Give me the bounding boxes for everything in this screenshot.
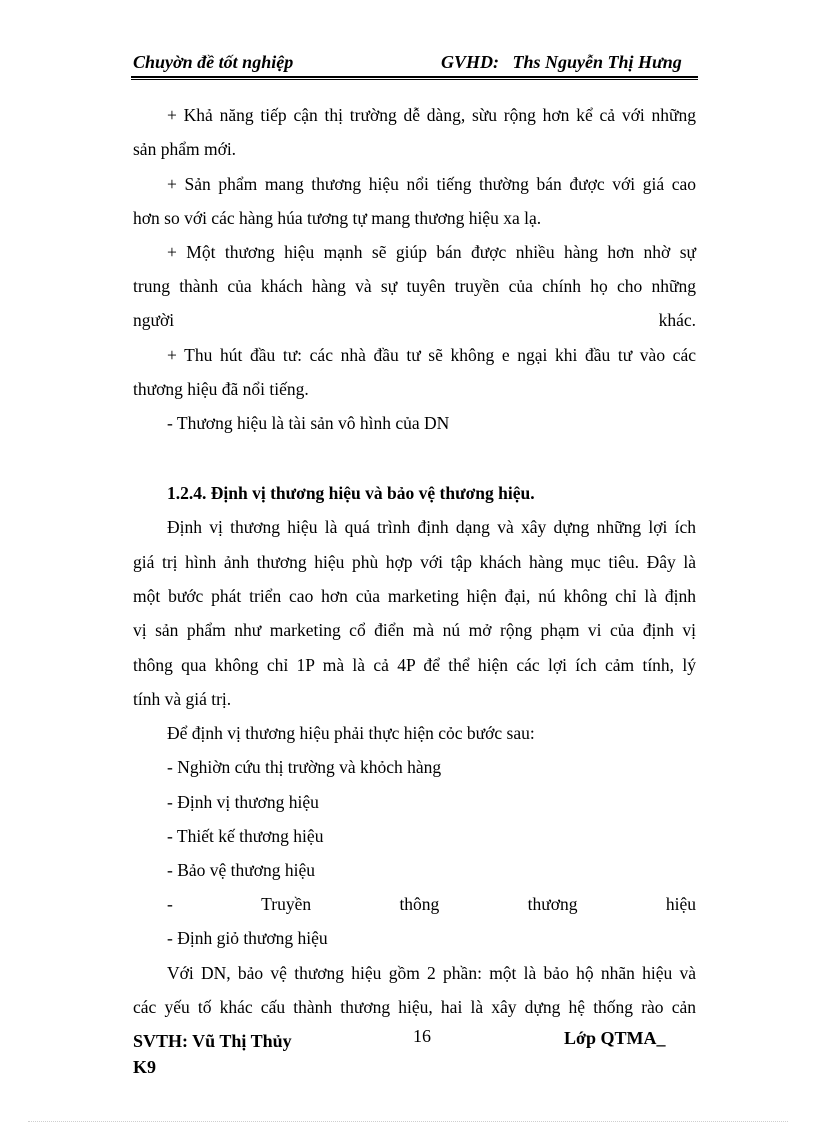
word: người [133, 310, 175, 330]
header-title: Chuyờn đề tốt nghiệp [133, 52, 294, 72]
paragraph-line: + Thu hút đầu tư: các nhà đầu tư sẽ không e ngại khi đầu tư vào các [167, 345, 696, 365]
paragraph-line: hơn so với các hàng húa tương tự mang thương hiệu xa lạ. [133, 208, 542, 228]
list-item: - Nghiờn cứu thị trường và khỏch hàng [167, 757, 442, 777]
paragraph-line: + Một thương hiệu mạnh sẽ giúp bán được nhiều hàng hơn nhờ sự [167, 242, 696, 262]
footer-student-name: SVTH: Vũ Thị Thủy [133, 1031, 292, 1051]
paragraph-line: - Thương hiệu là tài sản vô hình của DN [167, 413, 450, 433]
paragraph-line: sản phẩm mới. [133, 139, 237, 159]
paragraph-line: + Sản phẩm mang thương hiệu nổi tiếng thường bán được với giá cao [167, 174, 696, 194]
section-heading: 1.2.4. Định vị thương hiệu và bảo vệ thương hiệu. [167, 483, 535, 503]
header-advisor: GVHD: Ths Nguyễn Thị Hưng [441, 52, 682, 72]
list-item [167, 892, 696, 916]
paragraph-line: trung thành của khách hàng và sự tuyên truyền của chính họ cho những [133, 276, 696, 296]
word: khác. [658, 310, 696, 330]
header-rule [131, 76, 698, 78]
header-rule-thin [131, 79, 698, 80]
paragraph-line: Để định vị thương hiệu phải thực hiện cỏc bước sau: [167, 723, 535, 743]
list-dash: - [167, 894, 173, 914]
list-item: - Định giỏ thương hiệu [167, 928, 328, 948]
paragraph-line: + Khả năng tiếp cận thị trường dễ dàng, sừu rộng hơn kể cả với những [167, 105, 696, 125]
footer-student [133, 1028, 292, 1080]
paragraph-line [133, 308, 696, 332]
list-item: - Bảo vệ thương hiệu [167, 860, 316, 880]
word: thông [399, 894, 440, 914]
paragraph-line: giá trị hình ảnh thương hiệu phù hợp với tập khách hàng mục tiêu. Đây là [133, 552, 696, 572]
paragraph-line: tính và giá trị. [133, 689, 232, 709]
paragraph-line: vị sản phẩm như marketing cổ điển mà nú mở rộng phạm vi của định vị [133, 620, 696, 640]
page-edge-divider [28, 1121, 788, 1122]
paragraph-line: một bước phát triển cao hơn của marketing hiện đại, nú không chỉ là định [133, 586, 696, 606]
paragraph-line: Định vị thương hiệu là quá trình định dạng và xây dựng những lợi ích [167, 517, 696, 537]
paragraph-line: thông qua không chỉ 1P mà là cả 4P để thể hiện các lợi ích cảm tính, lý [133, 655, 696, 675]
footer-student-cohort: K9 [133, 1057, 157, 1077]
word: thương [527, 894, 578, 914]
word: Truyền [261, 894, 312, 914]
list-item: - Thiết kế thương hiệu [167, 826, 324, 846]
paragraph-line: các yếu tố khác cấu thành thương hiệu, hai là xây dựng hệ thống rào cản [133, 997, 696, 1017]
paragraph-line: Với DN, bảo vệ thương hiệu gồm 2 phần: một là bảo hộ nhãn hiệu và [167, 963, 696, 983]
footer-class: Lớp QTMA_ [564, 1028, 666, 1048]
paragraph-line: thương hiệu đã nổi tiếng. [133, 379, 309, 399]
page-number: 16 [413, 1026, 431, 1046]
list-item: - Định vị thương hiệu [167, 792, 319, 812]
word: hiệu [665, 894, 696, 914]
